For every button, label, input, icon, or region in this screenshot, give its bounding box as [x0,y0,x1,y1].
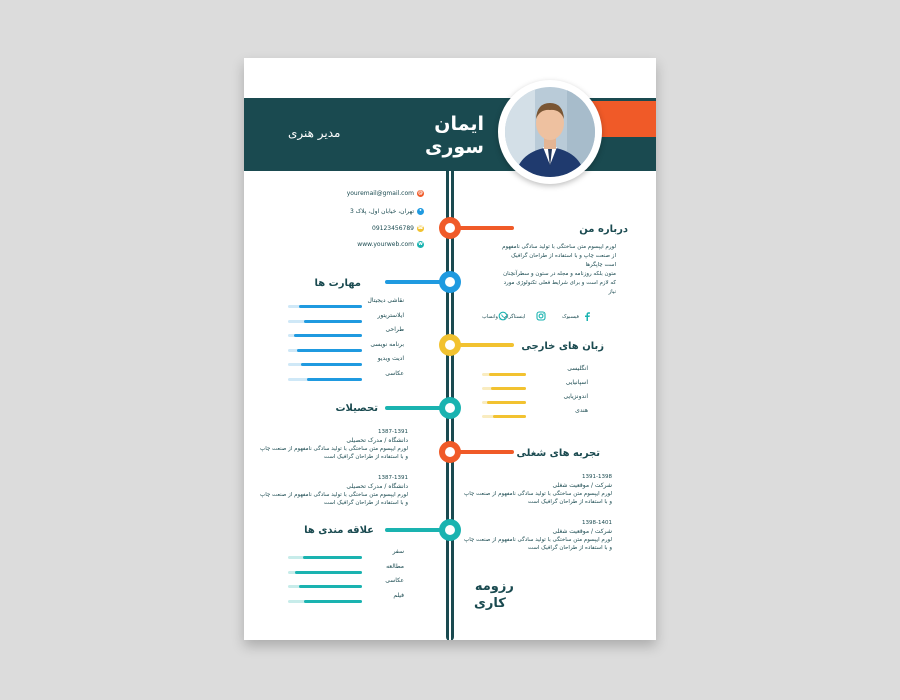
skill-bar-fill [301,363,362,366]
interest-bar-fill [303,556,362,559]
language-bar-fill [493,415,526,418]
web-icon: w [418,241,423,247]
language-bar [482,401,526,404]
interest-label: عکاسی [385,577,404,584]
interests-title: علاقه مندی ها [304,525,374,536]
interest-bar [288,571,362,574]
interest-label: فیلم [393,591,404,599]
first-name: ایمان [434,113,484,135]
skill-bar-fill [307,378,363,381]
whatsapp-icon [498,311,508,321]
language-bar-fill [487,401,526,404]
last-name: سوری [425,136,484,158]
skill-label: ایلاستریتور [377,311,404,319]
profile-photo [505,87,595,177]
interest-bar-fill [295,571,362,574]
experience-title: تجربه های شغلی [516,448,600,459]
experience-entry: 1398-1401 شرکت / موقعیت شغلی لورم ایپسوم متن ساختگی با تولید سادگی نامفهوم از صنعت چاپ و با استفاده از طراحان گرافیک است [464,520,612,551]
about-title: درباره من [579,224,628,235]
skill-bar [288,378,362,381]
language-label: اسپانیایی [565,379,588,386]
skills-title: مهارت ها [314,278,361,289]
skill-bar-fill [294,334,362,337]
language-bar-fill [489,373,526,376]
skills-connector [385,280,443,284]
skill-bar [288,334,362,337]
skill-bar [288,320,362,323]
skill-label: برنامه نویسی [370,340,404,348]
interests-connector [385,528,443,532]
skill-label: عکاسی [385,369,404,377]
language-label: اندونزیایی [563,393,588,400]
profile-photo-frame [498,80,602,184]
contact-website: www.yourweb.com w [357,241,423,248]
language-bar [482,415,526,418]
experience-connector [458,450,514,454]
languages-title: زبان های خارجی [521,341,604,352]
interest-bar [288,600,362,603]
skill-bar-fill [299,305,362,308]
contact-email: youremail@gmail.com @ [346,190,423,197]
education-entry: 1387-1391 دانشگاه / مدرک تحصیلی لورم ایپسوم متن ساختگی با تولید سادگی نامفهوم از صنعت چاپ و با استفاده از طراحان گرافیک است [260,429,408,460]
interest-bar-fill [304,600,362,603]
contact-phone: 09123456789 ☎ [372,225,424,232]
facebook-icon [582,311,592,321]
language-label: هندی [575,407,588,414]
about-text: لورم ایپسوم متن ساختگی با تولید سادگی نامفهوم از صنعت چاپ و با استفاده از طراحان گرافیک است چاپگرها متون بلکه روزنامه و مجله در ستون و سطرآنچنان که لازم است و برای شرایط فعلی تکنولوژی مورد نیاز [502,244,616,295]
interest-label: سفر [392,548,404,555]
education-entry: 1387-1391 دانشگاه / مدرک تحصیلی لورم ایپسوم متن ساختگی با تولید سادگی نامفهوم از صنعت چاپ و با استفاده از طراحان گرافیک است [260,475,408,506]
education-connector [385,406,443,410]
language-bar [482,373,526,376]
languages-connector [458,343,514,347]
skill-bar [288,305,362,308]
location-icon: • [418,208,423,214]
resume-title: رزومه کاری [474,579,514,611]
interest-label: مطالعه [386,562,404,570]
language-label: انگلیسی [567,365,588,372]
interest-bar [288,556,362,559]
skill-label: نقاشی دیجیتال [367,297,404,304]
education-title: تحصیلات [335,403,378,414]
skill-bar-fill [297,349,362,352]
resume-page: ایمان سوری مدیر هنری youremail@gmail.com @ تهران، خیابان اول، پلاک 3 • 09123456789 ☎ www.yourweb.com w درباره من لورم ایپسوم متن ساختگی با تولید سادگی نامفهوم از صنعت چاپ و با استفاده از طراحان گرافیک است چاپگرها متون بلکه روزنامه و مجله در ستون و سطرآنچنان که لازم است و برای شرایط فعلی تکنولوژی مورد نیاز فیسبوک اینستاگرام واتساپ مهارت ها زبان های خارجی تحصیلات 1387-1391 دانشگاه / مدرک تحصیلی لورم ایپسوم متن ساختگی با تولید سادگی نامفهوم از صنعت چاپ و با استفاده از طراحان گرافیک است 1387-1391 دانشگاه / مدرک تحصیلی لورم ایپسوم متن ساختگی با تولید سادگی نامفهوم از صنعت چاپ و با استفاده از طراحان گرافیک است تجربه های شغلی 1391-1398 شرکت / موقعیت شغلی لورم ایپسوم متن ساختگی با تولید سادگی نامفهوم از صنعت چاپ و با استفاده از طراحان گرافیک است 1398-1401 شرکت / موقعیت شغلی لورم ایپسوم متن ساختگی با تولید سادگی نامفهوم از صنعت چاپ و با استفاده از طراحان گرافیک است علاقه مندی ها رزومه کاری نقاشی دیجیتال ایلاستریتور طراحی برنامه نویسی ادیت ویدیو عکاسی انگلیسی اسپانیایی اندونزیایی هندی سفر مطالعه عکاسی فیلم [244,58,656,640]
interest-bar-fill [299,585,362,588]
experience-entry: 1391-1398 شرکت / موقعیت شغلی لورم ایپسوم متن ساختگی با تولید سادگی نامفهوم از صنعت چاپ و با استفاده از طراحان گرافیک است [464,474,612,505]
skill-bar [288,349,362,352]
instagram-icon [536,311,546,321]
interest-bar [288,585,362,588]
job-title: مدیر هنری [288,126,341,140]
skill-bar [288,363,362,366]
email-icon: @ [418,190,423,196]
phone-icon: ☎ [417,225,424,231]
skill-label: طراحی [385,326,404,333]
language-bar [482,387,526,390]
skill-bar-fill [304,320,362,323]
contact-address: تهران، خیابان اول، پلاک 3 • [350,208,423,215]
about-connector [458,226,514,230]
language-bar-fill [491,387,526,390]
skill-label: ادیت ویدیو [377,355,404,362]
